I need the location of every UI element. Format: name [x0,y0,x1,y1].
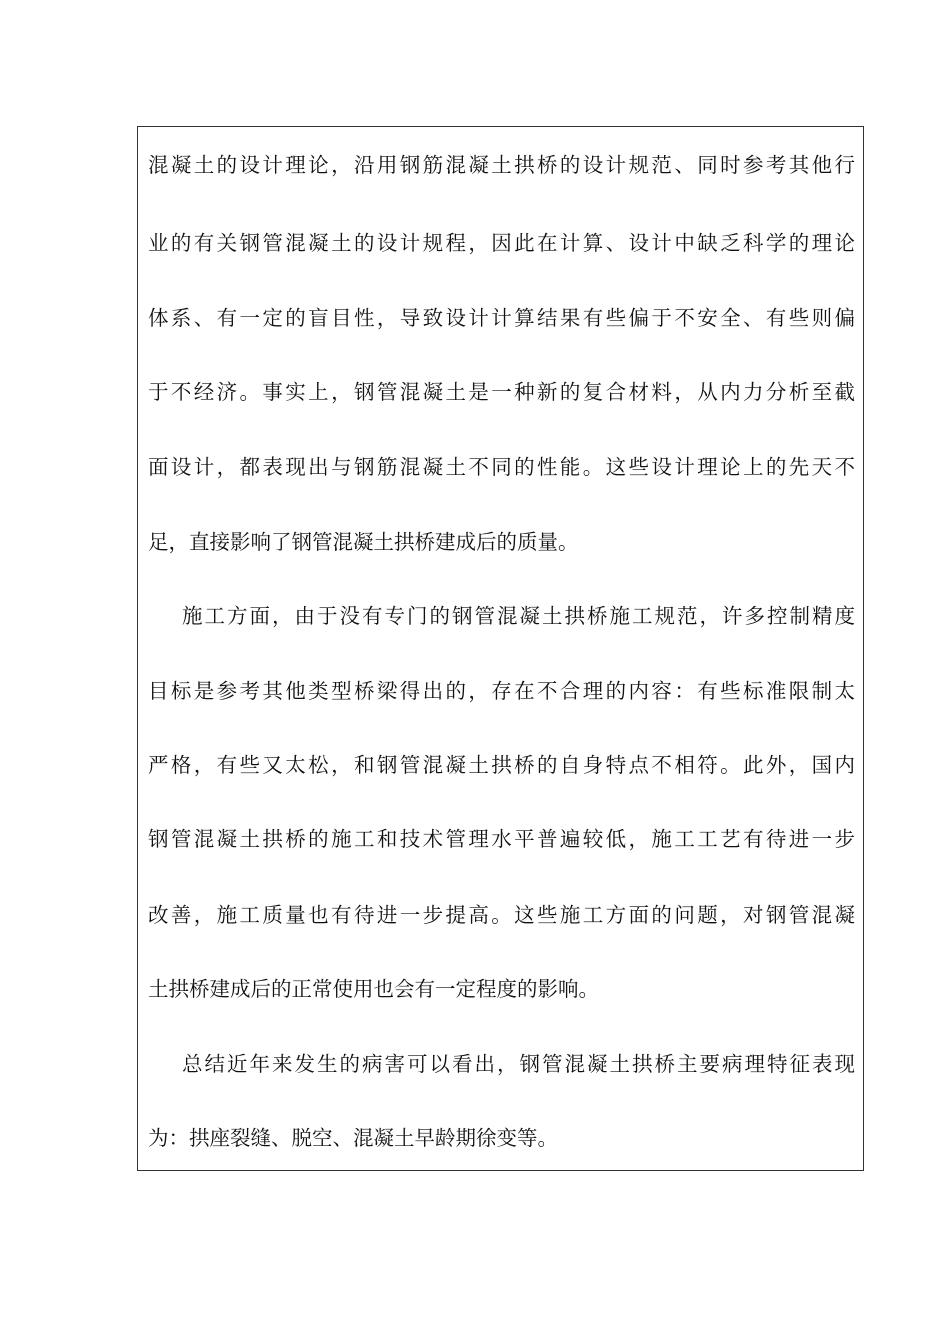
text-line: 土拱桥建成后的正常使用也会有一定程度的影响。 [148,977,599,1001]
text-line: 施工方面，由于没有专门的钢管混凝土拱桥施工规范，许多控制精度 [182,604,855,628]
text-line: 改善，施工质量也有待进一步提高。这些施工方面的问题，对钢管混凝 [148,903,855,927]
text-line: 严格，有些又太松，和钢管混凝土拱桥的自身特点不相符。此外，国内 [148,753,855,777]
text-line: 目标是参考其他类型桥梁得出的，存在不合理的内容：有些标准限制太 [148,679,855,703]
text-line: 混凝土的设计理论，沿用钢筋混凝土拱桥的设计规范、同时参考其他行 [148,153,855,177]
text-line: 体系、有一定的盲目性，导致设计计算结果有些偏于不安全、有些则偏 [148,306,855,330]
text-line: 于不经济。事实上，钢管混凝土是一种新的复合材料，从内力分析至截 [148,380,855,404]
text-line: 面设计，都表现出与钢筋混凝土不同的性能。这些设计理论上的先天不 [148,455,855,479]
text-line: 总结近年来发生的病害可以看出，钢管混凝土拱桥主要病理特征表现 [182,1052,855,1076]
page-frame [137,126,864,1171]
text-line: 业的有关钢管混凝土的设计规程，因此在计算、设计中缺乏科学的理论 [148,231,855,255]
text-line: 足，直接影响了钢管混凝土拱桥建成后的质量。 [148,530,579,554]
text-line: 为：拱座裂缝、脱空、混凝土早龄期徐变等。 [148,1126,558,1150]
text-line: 钢管混凝土拱桥的施工和技术管理水平普遍较低，施工工艺有待进一步 [148,827,855,851]
